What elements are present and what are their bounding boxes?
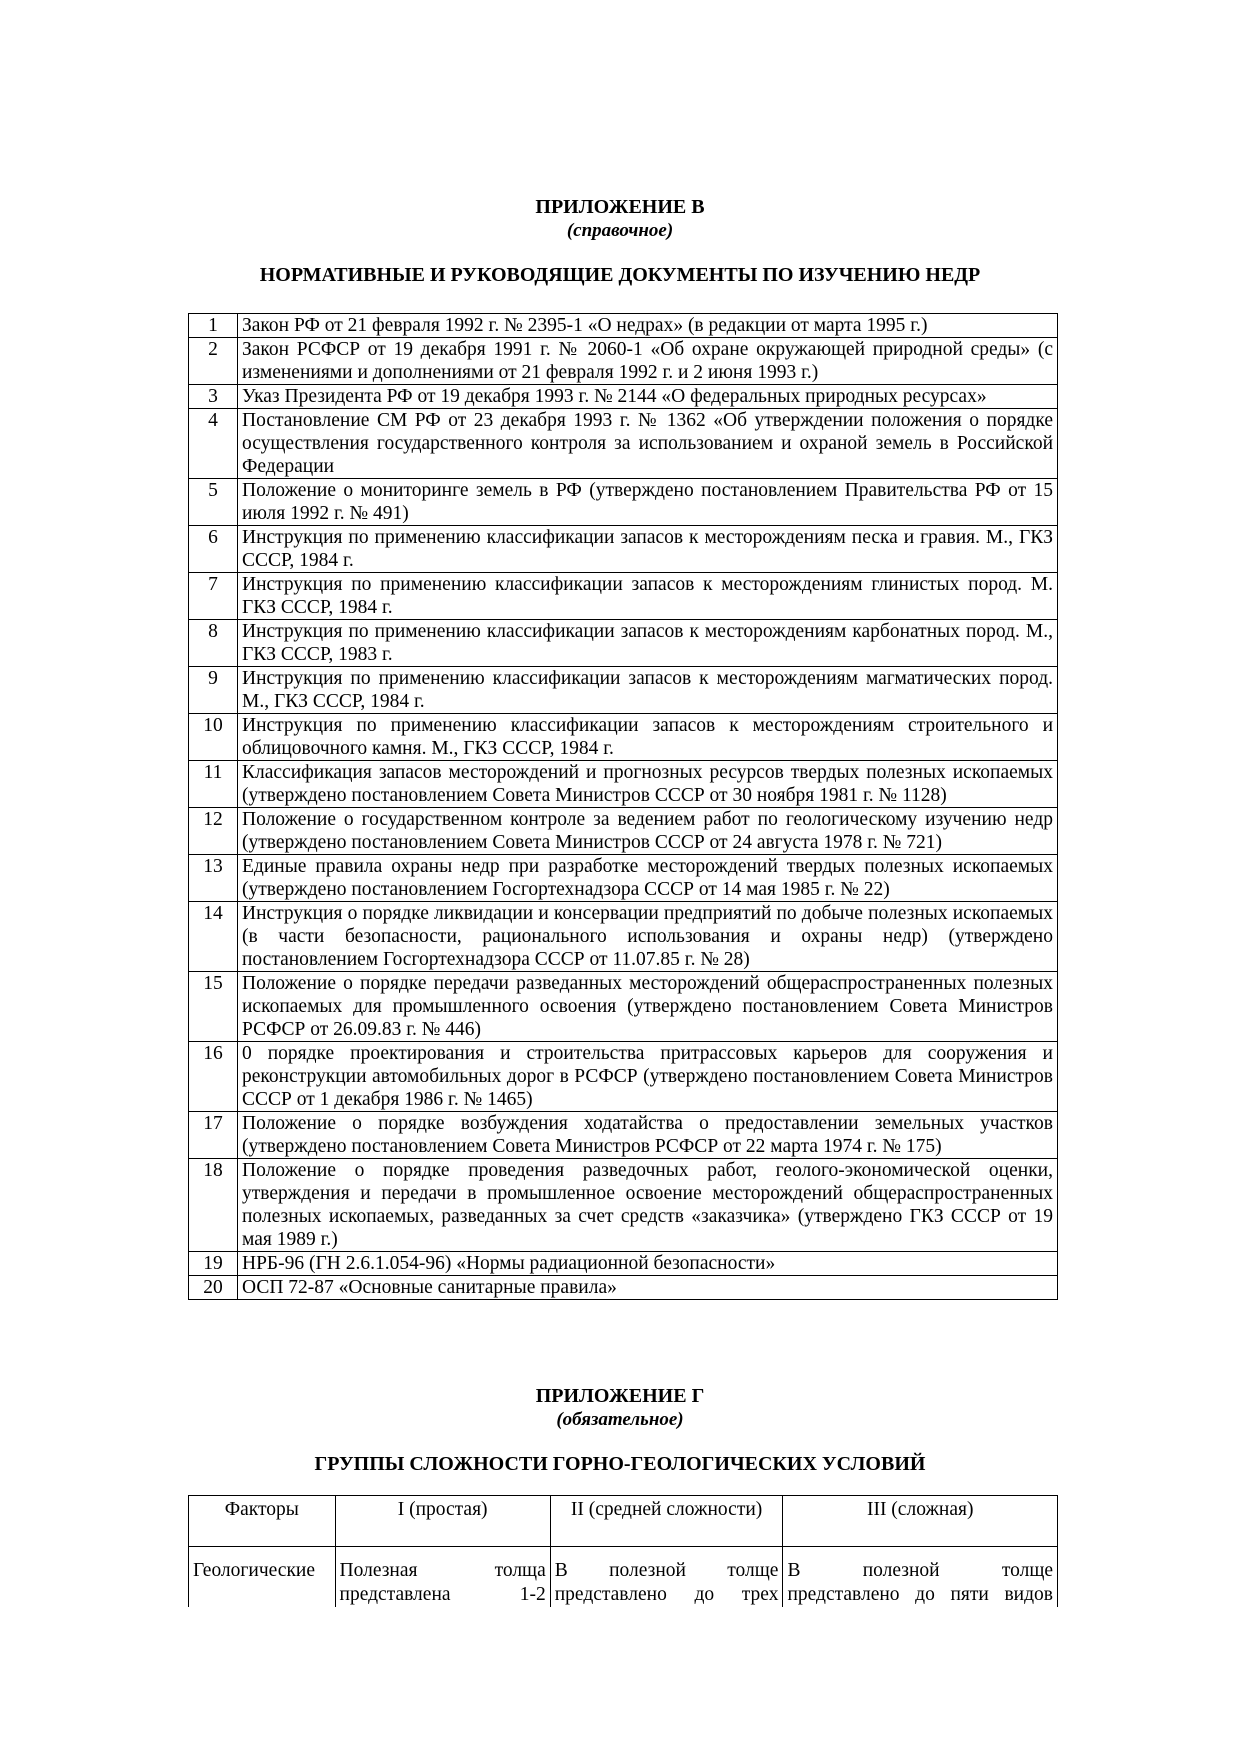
table-row (189, 314, 1058, 338)
document-title: Положение о государственном контроле за ведением работ по геологическому изучению недр (утверждено постановлением Совета Министров СССР от 24 августа 1978 г. № 721) (238, 808, 1058, 855)
document-title: Положение о порядке возбуждения ходатайства о предоставлении земельных участков (утверждено постановлением Совета Министров РСФСР от 22 марта 1974 г. № 175) (238, 1112, 1058, 1159)
complexity-groups-table (188, 1495, 1058, 1607)
table-row (189, 620, 1058, 667)
document-title: Инструкция о порядке ликвидации и консервации предприятий по добыче полезных ископаемых (в части безопасности, рационального использования и охраны недр) (утверждено постановлением Госгортехнадзора СССР от 11.07.85 г. № 28) (238, 902, 1058, 972)
document-title: Инструкция по применению классификации запасов к месторождениям глинистых пород. М. ГКЗ СССР, 1984 г. (238, 573, 1058, 620)
table-row (189, 972, 1058, 1042)
table-row (189, 338, 1058, 385)
table-row (189, 667, 1058, 714)
document-number: 4 (189, 409, 238, 479)
document-number: 20 (189, 1276, 238, 1300)
table-row (189, 385, 1058, 409)
appendix-v-heading: НОРМАТИВНЫЕ И РУКОВОДЯЩИЕ ДОКУМЕНТЫ ПО ИЗУЧЕНИЮ НЕДР (259, 264, 981, 286)
table-row (189, 902, 1058, 972)
factor-cell: Геологические (189, 1547, 336, 1608)
header-factors: Факторы (189, 1496, 336, 1547)
document-number: 1 (189, 314, 238, 338)
complex-cell: В полезной толще представлено до пяти видов (783, 1547, 1058, 1608)
appendix-v-subtitle: (справочное) (566, 220, 674, 241)
table-header-row (189, 1496, 1058, 1547)
document-title: Инструкция по применению классификации запасов к месторождениям строительного и облицовочного камня. М., ГКЗ СССР, 1984 г. (238, 714, 1058, 761)
document-number: 18 (189, 1159, 238, 1252)
medium-cell: В полезной толще представлено до трех (550, 1547, 783, 1608)
table-row (189, 409, 1058, 479)
document-title: Положение о порядке передачи разведанных месторождений общераспространенных полезных ископаемых для промышленного освоения (утверждено постановлением Совета Министров РСФСР от 26.09.83 г. № 446) (238, 972, 1058, 1042)
document-title: Инструкция по применению классификации запасов к месторождениям карбонатных пород. М., ГКЗ СССР, 1983 г. (238, 620, 1058, 667)
table-row (189, 479, 1058, 526)
document-number: 8 (189, 620, 238, 667)
document-number: 9 (189, 667, 238, 714)
appendix-g-heading: ГРУППЫ СЛОЖНОСТИ ГОРНО-ГЕОЛОГИЧЕСКИХ УСЛОВИЙ (314, 1453, 926, 1475)
table-row (189, 526, 1058, 573)
table-row (189, 573, 1058, 620)
table-row (189, 1112, 1058, 1159)
header-simple: I (простая) (335, 1496, 550, 1547)
document-number: 11 (189, 761, 238, 808)
document-number: 13 (189, 855, 238, 902)
document-title: Постановление СМ РФ от 23 декабря 1993 г. № 1362 «Об утверждении положения о порядке осуществления государственного контроля за использованием и охраной земель в Российской Федерации (238, 409, 1058, 479)
document-number: 3 (189, 385, 238, 409)
documents-table (188, 313, 1058, 1300)
document-title: Положение о порядке проведения разведочных работ, геолого-экономической оценки, утверждения и передачи в промышленное освоение месторождений общераспространенных полезных ископаемых, разведанных за счет средств «заказчика» (утверждено ГКЗ СССР от 19 мая 1989 г.) (238, 1159, 1058, 1252)
table-row (189, 761, 1058, 808)
document-number: 14 (189, 902, 238, 972)
document-number: 2 (189, 338, 238, 385)
table-row (189, 1252, 1058, 1276)
document-title: Положение о мониторинге земель в РФ (утверждено постановлением Правительства РФ от 15 июля 1992 г. № 491) (238, 479, 1058, 526)
document-number: 15 (189, 972, 238, 1042)
documents-table-body (189, 314, 1058, 1300)
table-row (189, 1159, 1058, 1252)
document-title: Указ Президента РФ от 19 декабря 1993 г. № 2144 «О федеральных природных ресурсах» (238, 385, 1058, 409)
simple-cell: Полезная толща представлена 1-2 (335, 1547, 550, 1608)
table-row (189, 855, 1058, 902)
document-title: Закон РСФСР от 19 декабря 1991 г. № 2060-1 «Об охране окружающей природной среды» (с изменениями и дополнениями от 21 февраля 1992 г. и 2 июня 1993 г.) (238, 338, 1058, 385)
document-title: НРБ-96 (ГН 2.6.1.054-96) «Нормы радиационной безопасности» (238, 1252, 1058, 1276)
document-number: 6 (189, 526, 238, 573)
table-row (189, 1547, 1058, 1608)
table-row (189, 1276, 1058, 1300)
table-row (189, 714, 1058, 761)
document-number: 7 (189, 573, 238, 620)
document-number: 10 (189, 714, 238, 761)
document-number: 19 (189, 1252, 238, 1276)
header-complex: III (сложная) (783, 1496, 1058, 1547)
appendix-g-subtitle: (обязательное) (556, 1409, 684, 1430)
document-title: 0 порядке проектирования и строительства притрассовых карьеров для сооружения и реконструкции автомобильных дорог в РСФСР (утверждено постановлением Совета Министров СССР от 1 декабря 1986 г. № 1465) (238, 1042, 1058, 1112)
document-title: ОСП 72-87 «Основные санитарные правила» (238, 1276, 1058, 1300)
document-number: 16 (189, 1042, 238, 1112)
header-medium: II (средней сложности) (550, 1496, 783, 1547)
document-title: Инструкция по применению классификации запасов к месторождениям магматических пород. М., ГКЗ СССР, 1984 г. (238, 667, 1058, 714)
document-title: Классификация запасов месторождений и прогнозных ресурсов твердых полезных ископаемых (утверждено постановлением Совета Министров СССР от 30 ноября 1981 г. № 1128) (238, 761, 1058, 808)
appendix-g-title: ПРИЛОЖЕНИЕ Г (535, 1385, 705, 1407)
table-row (189, 808, 1058, 855)
document-title: Инструкция по применению классификации запасов к месторождениям песка и гравия. М., ГКЗ СССР, 1984 г. (238, 526, 1058, 573)
document-number: 12 (189, 808, 238, 855)
document-number: 17 (189, 1112, 238, 1159)
document-title: Единые правила охраны недр при разработке месторождений твердых полезных ископаемых (утверждено постановлением Госгортехнадзора СССР от 14 мая 1985 г. № 22) (238, 855, 1058, 902)
appendix-v-title: ПРИЛОЖЕНИЕ В (535, 196, 705, 218)
document-title: Закон РФ от 21 февраля 1992 г. № 2395-1 «О недрах» (в редакции от марта 1995 г.) (238, 314, 1058, 338)
table-row (189, 1042, 1058, 1112)
document-number: 5 (189, 479, 238, 526)
